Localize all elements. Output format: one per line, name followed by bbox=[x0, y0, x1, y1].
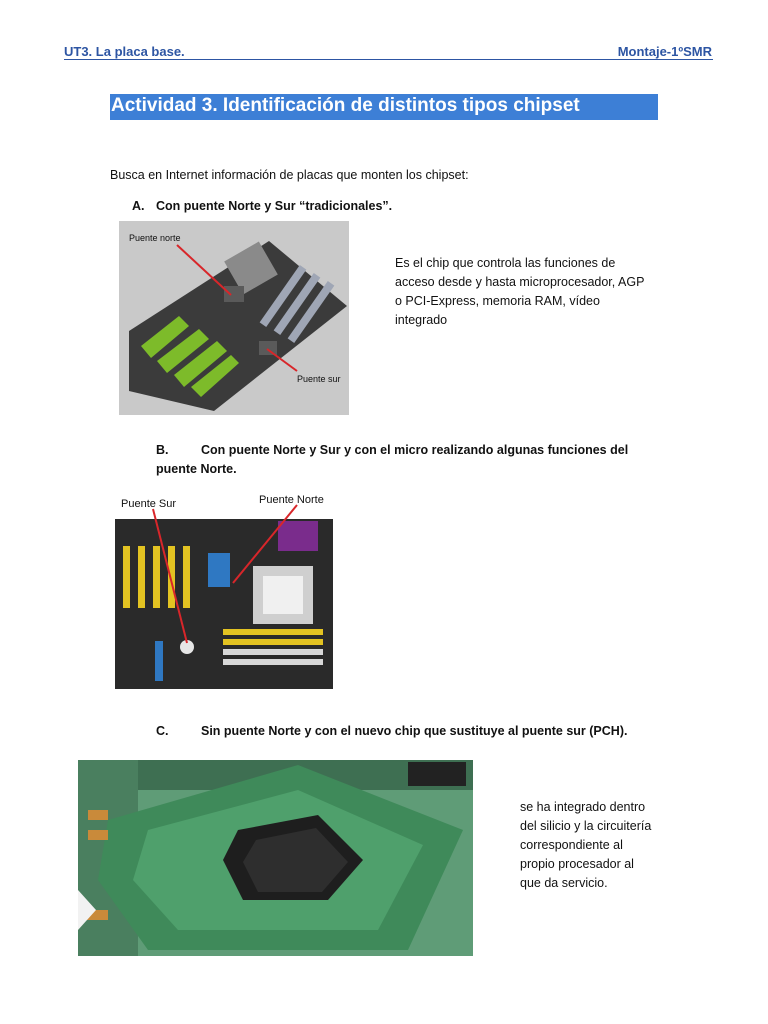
section-c-heading: Sin puente Norte y con el nuevo chip que sustituye al puente sur (PCH). bbox=[201, 724, 628, 738]
label-puente-sur-a: Puente sur bbox=[297, 374, 341, 384]
section-a-desc-4: integrado bbox=[395, 313, 448, 327]
motherboard-a-image bbox=[119, 221, 349, 415]
section-b-marker: B. bbox=[156, 443, 169, 457]
section-c-desc-3: correspondiente al bbox=[520, 838, 623, 852]
section-a-desc-1: Es el chip que controla las funciones de bbox=[395, 256, 616, 270]
section-c-desc-4: propio procesador al bbox=[520, 857, 634, 871]
section-b-heading-2: puente Norte. bbox=[156, 462, 237, 476]
header-course: UT3. La placa base. bbox=[64, 44, 185, 59]
section-a-desc-2: acceso desde y hasta microprocesador, AGP bbox=[395, 275, 645, 289]
section-b-heading-1: Con puente Norte y Sur y con el micro realizando algunas funciones del bbox=[201, 443, 629, 457]
header-divider bbox=[64, 59, 713, 60]
label-puente-norte-a: Puente norte bbox=[129, 233, 181, 243]
label-puente-norte-b: Puente Norte bbox=[259, 494, 324, 506]
processor-chip-image bbox=[78, 760, 473, 956]
page-title: Actividad 3. Identificación de distintos tipos chipset bbox=[111, 95, 580, 116]
section-c-desc-2: del silicio y la circuitería bbox=[520, 819, 652, 833]
section-c-marker: C. bbox=[156, 724, 169, 738]
section-a-marker: A. bbox=[132, 199, 145, 213]
motherboard-b-image bbox=[113, 491, 335, 690]
header-module: Montaje-1ºSMR bbox=[617, 44, 712, 59]
intro-text: Busca en Internet información de placas que monten los chipset: bbox=[110, 168, 469, 182]
section-a-heading: Con puente Norte y Sur “tradicionales”. bbox=[156, 199, 393, 213]
section-c-desc-1: se ha integrado dentro bbox=[520, 800, 646, 814]
section-a-desc-3: o PCI-Express, memoria RAM, vídeo bbox=[395, 294, 600, 308]
label-puente-sur-b: Puente Sur bbox=[121, 498, 177, 510]
section-c-desc-5: que da servicio. bbox=[520, 876, 608, 890]
